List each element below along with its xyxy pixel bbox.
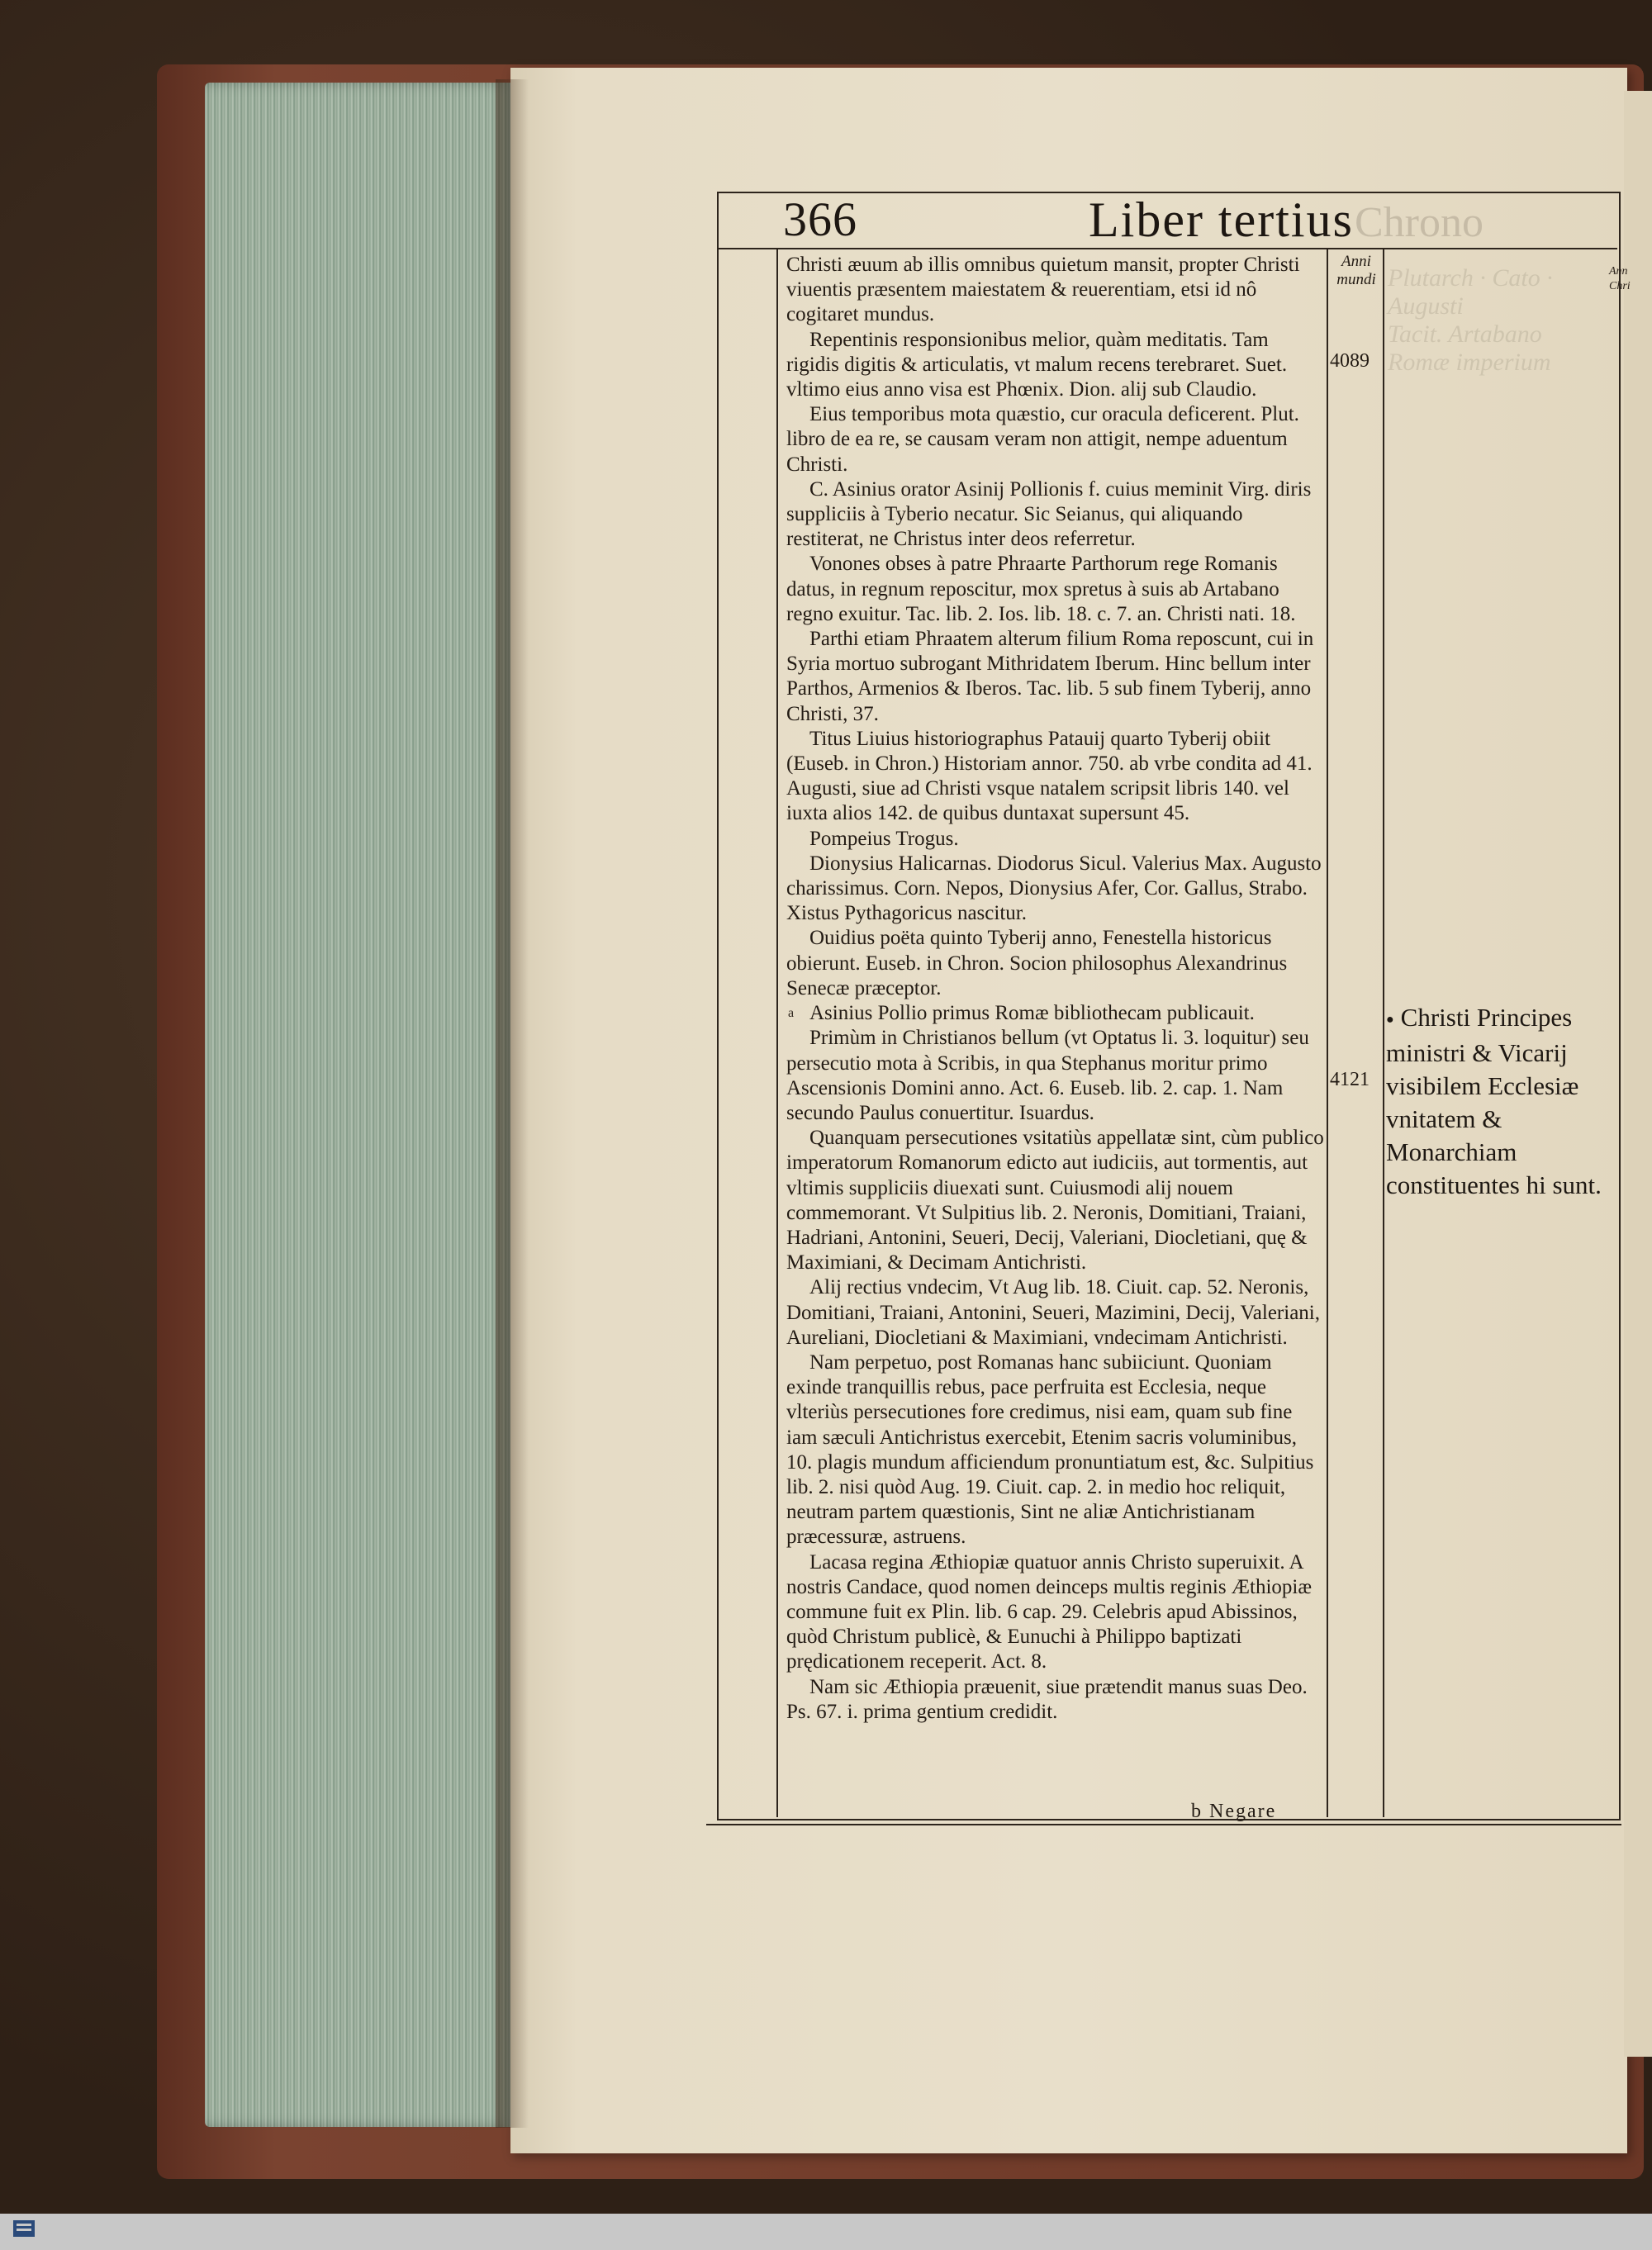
paragraph: Ouidius poëta quinto Tyberij anno, Fenestella historicus obierunt. Euseb. in Chron. Socion philosophus Alexandrinus Senecæ præceptor. <box>786 927 1288 999</box>
show-through-margin: Plutarch · Cato · Augusti Tacit. Artabano Romæ imperium <box>1388 264 1553 376</box>
paragraph: Asinius Pollio primus Romæ bibliothecam publicauit. <box>809 1002 1255 1025</box>
paragraph: Primùm in Christianos bellum (vt Optatus li. 3. loquitur) seu persecutio mota à Scribis, in qua Stephanus moritur primo Ascensionis Domini anno. Act. 6. Euseb. lib. 2. cap. 1. Nam secundo Paulus conuertitur. Isuardus. <box>786 1027 1309 1124</box>
anni-mundi-label: Anni mundi <box>1336 253 1376 288</box>
paragraph: C. Asinius orator Asinij Pollionis f. cuius meminit Virg. diris suppliciis à Tyberio necatur. Sic Seianus, qui aliquando restiterat, ne Christus inter deos referretur. <box>786 477 1312 551</box>
margin-note <box>1386 1001 1614 1202</box>
paragraph: Vonones obses à patre Phraarte Parthorum rege Romanis datus, in regnum reposcitur, mox spretus à suis ab Artabano regno exuitur. Tac. lib. 2. Ios. lib. 18. c. 7. an. Christi nati. 18. <box>786 553 1296 625</box>
cropped-next-page-text: Ann Chri <box>1609 265 1631 292</box>
paragraph: Christi æuum ab illis omnibus quietum mansit, propter Christi viuentis præsentem maiestatem & reuerentiam, etsi id nô cogitaret mundus. <box>786 254 1300 326</box>
running-title: Liber tertius <box>1089 192 1354 247</box>
paragraph: Repentinis responsionibus melior, quàm meditatis. Tam rigidis digitis & articulatis, vt malum recens terebraret. Suet. vltimo eius anno visa est Phœnix. Dion. alij sub Claudio. <box>786 328 1288 401</box>
paragraph: Dionysius Halicarnas. Diodorus Sicul. Valerius Max. Augusto charissimus. Corn. Nepos, Dionysius Afer, Cor. Gallus, Strabo. Xistus Pythagoricus nascitur. <box>786 852 1322 925</box>
reference-mark: a <box>788 1006 795 1020</box>
column-rule-margin <box>1383 248 1384 1817</box>
paragraph: Alij rectius vndecim, Vt Aug lib. 18. Ciuit. cap. 52. Neronis, Domitiani, Traiani, Antonini, Seueri, Mazimini, Decij, Valeriani, Aureliani, Diocletiani & Maximiani, vndecimam Antichristi. <box>786 1276 1320 1349</box>
paragraph: Parthi etiam Phraatem alterum filium Roma reposcunt, cui in Syria mortuo subrogant Mithridatem Iberum. Hinc bellum inter Parthos, Armenios & Iberos. Tac. lib. 5 sub finem Tyberij, anno Christi, 37. <box>786 628 1314 725</box>
viewer-bottom-bar <box>0 2214 1652 2250</box>
library-logo-icon <box>8 2217 40 2248</box>
show-through-text: Chrono <box>1355 199 1483 246</box>
year-marker: 4121 <box>1330 1069 1370 1090</box>
paragraph: Pompeius Trogus. <box>809 827 959 850</box>
column-rule-left <box>776 248 778 1817</box>
paragraph: Eius temporibus mota quæstio, cur oracula deficerent. Plut. libro de ea re, se causam veram non attigit, nempe aduentum Christi. <box>786 403 1299 476</box>
margin-note-text: Christi Principes ministri & Vicarij visibilem Ecclesiæ vnitatem & Monarchiam constituentes hi sunt. <box>1386 1003 1602 1199</box>
page-edges <box>205 83 510 2127</box>
year-marker: 4089 <box>1330 350 1370 372</box>
page-number: 366 <box>783 192 857 246</box>
main-text-column <box>786 253 1325 1725</box>
paragraph: Quanquam persecutiones vsitatiùs appellatæ sint, cùm publico imperatorum Romanorum edicto aut iudiciis, aut tormentis, aut vltimis suppliciis diuexati sunt. Cuiusmodi alij nouem commemorant. Vt Sulpitius lib. 2. Neronis, Domitiani, Traiani, Hadriani, Antonini, Seueri, Decij, Valeriani, Diocletiani, quę & Maximiani, & Decimam Antichristi. <box>786 1127 1324 1275</box>
next-page-edge <box>1624 91 1652 2057</box>
bottom-rule <box>706 1824 1621 1825</box>
paragraph: Titus Liuius historiographus Patauij quarto Tyberij obiit (Euseb. in Chron.) Historiam annor. 750. ab vrbe condita ad 41. Augusti, siue ad Christi vsque natalem scripsit libris 140. vel iuxta alios 142. de quibus duntaxat supersunt 45. <box>786 727 1313 825</box>
column-rule-text-right <box>1327 248 1328 1817</box>
paragraph: Nam sic Æthiopia præuenit, siue prætendit manus suas Deo. Ps. 67. i. prima gentium credidit. <box>786 1675 1308 1723</box>
catchword: b Negare <box>1191 1801 1277 1822</box>
paragraph: Nam perpetuo, post Romanas hanc subiiciunt. Quoniam exinde tranquillis rebus, pace perfruita est Ecclesia, neque vlteriùs persecutiones fore credimus, nisi eam, quam sub fine iam sæculi Antichristus exercebit, Etenim sacris voluminibus, 10. plagis mundum afficiendum pronuntiatum est, &c. Sulpitius lib. 2. nisi quòd Aug. 19. Ciuit. cap. 2. in medio hoc reliquit, neutram partem quæstionis, Sint ne aliæ Antichristianam præcessuræ, astruens. <box>786 1350 1314 1549</box>
gutter-shadow <box>496 79 529 2128</box>
paragraph: Lacasa regina Æthiopiæ quatuor annis Christo superuixit. A nostris Candace, quod nomen deinceps multis reginis Æthiopiæ commune fuit ex Plin. lib. 6 cap. 29. Celebris apud Abissinos, quòd Christum publicè, & Eunuchi à Philippo baptizati prędicationem receperit. Act. 8. <box>786 1550 1313 1673</box>
bullet-icon: ● <box>1386 1012 1394 1027</box>
